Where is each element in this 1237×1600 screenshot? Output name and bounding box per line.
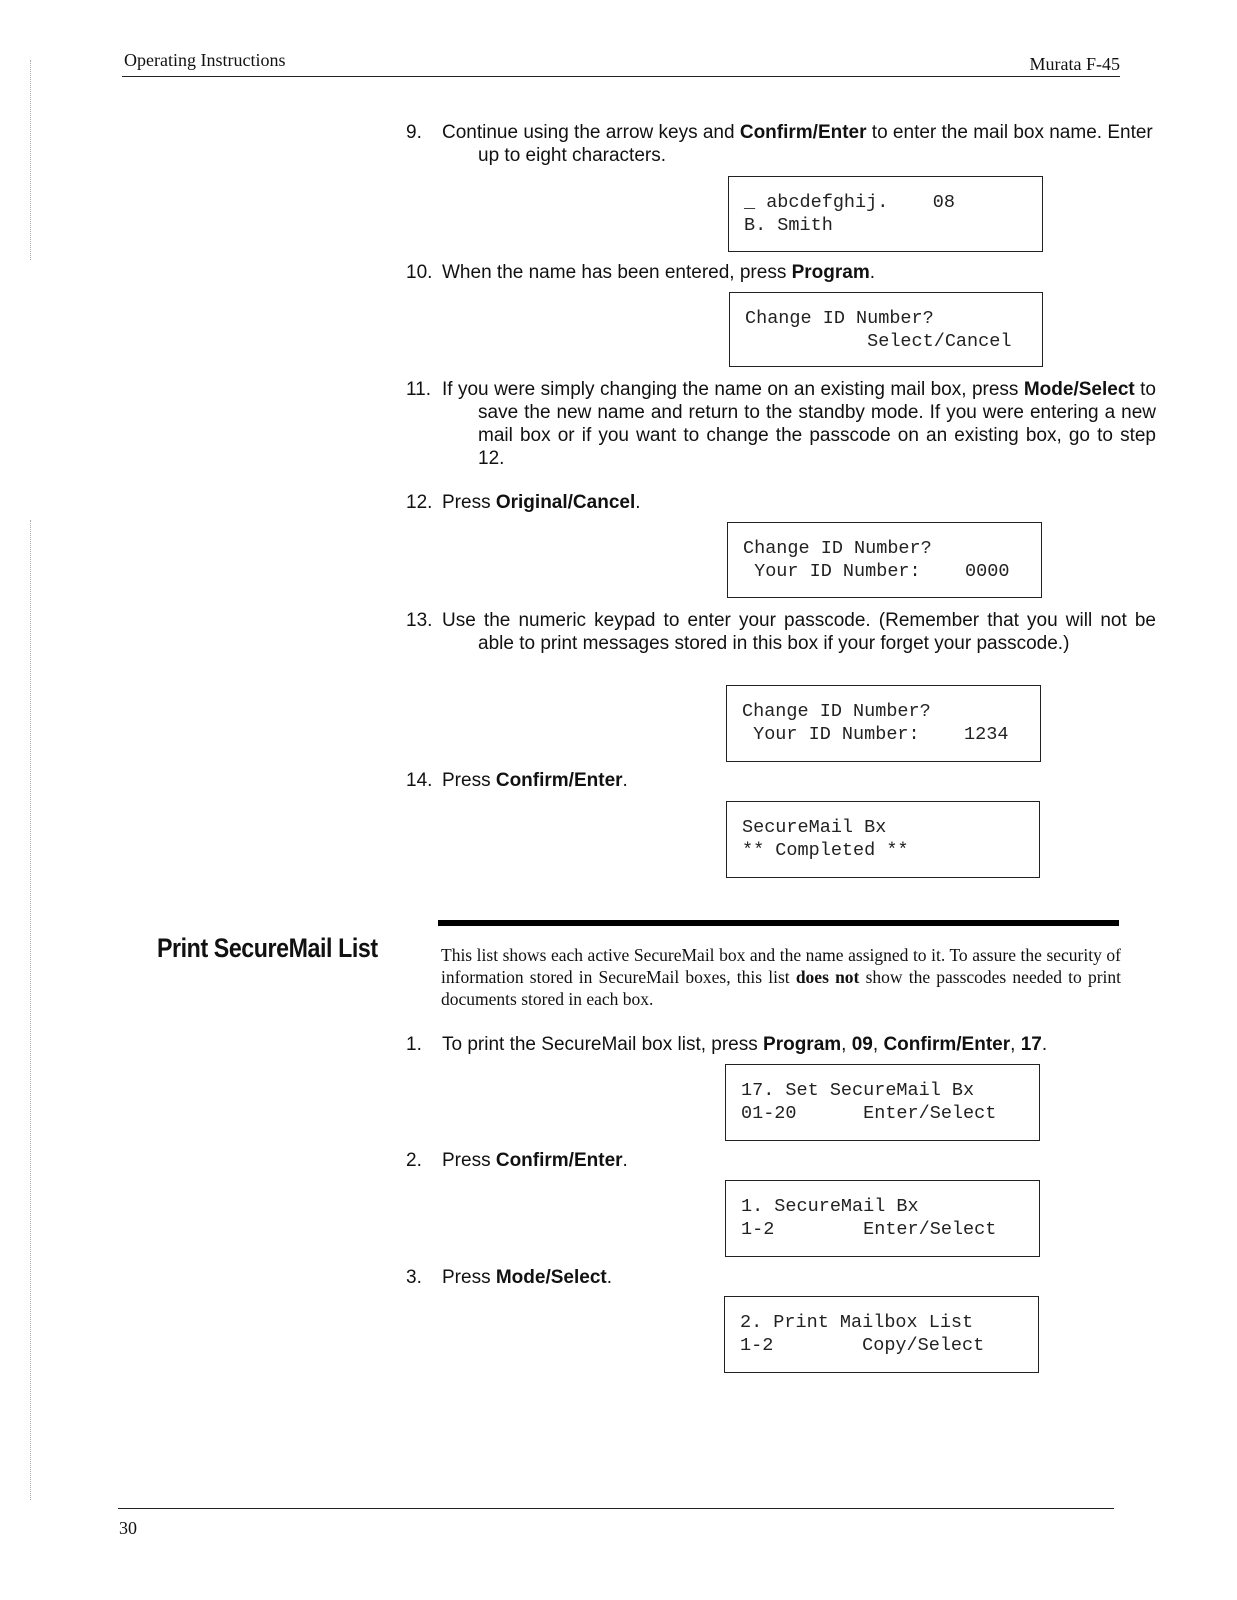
step-text: .: [606, 1267, 613, 1288]
key-name: Original/Cancel: [495, 492, 636, 513]
lcd-line2: 1-2 Copy/Select: [740, 1335, 985, 1356]
lcd-display-id-1234: [726, 685, 1041, 762]
lcd-line2: B. Smith: [744, 215, 833, 236]
lcd-line1: SecureMail Bx: [742, 817, 887, 838]
key-name: 09: [851, 1034, 873, 1055]
lcd-display-name-entry: [728, 176, 1043, 252]
lcd-line2: 01-20 Enter/Select: [741, 1103, 997, 1124]
step-13: 13.Use the numeric keypad to enter your passcode. (Remember that you will not be able to print messages stored in this box if your forget your passcode.): [406, 610, 1156, 654]
lcd-display-id-0000: [727, 522, 1042, 598]
section-intro: [441, 944, 1121, 1010]
step-text: .: [635, 492, 641, 513]
step-text: ,: [1010, 1034, 1021, 1055]
step-text: ,: [872, 1034, 884, 1055]
key-name: Confirm/Enter: [495, 1150, 623, 1171]
lcd-display-securemail-bx: [725, 1180, 1040, 1257]
step-text: Press: [442, 492, 496, 513]
step-text: .: [1041, 1034, 1048, 1055]
step-text: Use the numeric keypad to enter your passcode. (Remember that you will not be able to print messages stored in this box if your forget your passcode.): [442, 610, 1156, 654]
key-name: Confirm/Enter: [495, 770, 623, 791]
step-text: .: [622, 1150, 628, 1171]
key-name: Mode/Select: [495, 1267, 607, 1288]
lcd-line1: Change ID Number?: [745, 308, 934, 329]
list-step-1: 1.To print the SecureMail box list, press Program, 09, Confirm/Enter, 17.: [406, 1034, 1048, 1055]
key-name: Mode/Select: [1023, 379, 1135, 400]
section-title: Print SecureMail List: [157, 933, 378, 963]
lcd-display-print-mailbox-list: [724, 1296, 1039, 1373]
step-text: .: [622, 770, 628, 791]
key-name: does not: [795, 967, 860, 987]
header-rule: [122, 76, 1120, 77]
step-text: Continue using the arrow keys and: [442, 122, 740, 143]
lcd-line2: Select/Cancel: [745, 331, 1012, 352]
step-text: If you were simply changing the name on an existing mail box, press: [442, 379, 1024, 400]
step-text: Press: [442, 770, 496, 791]
step-text: ,: [841, 1034, 852, 1055]
lcd-line2: ** Completed **: [742, 840, 909, 861]
lcd-line1: 1. SecureMail Bx: [741, 1196, 919, 1217]
lcd-line1: _ abcdefghij. 08: [744, 192, 955, 213]
step-text: Press: [442, 1267, 496, 1288]
step-12: 12.Press Original/Cancel.: [406, 492, 641, 513]
lcd-line2: 1-2 Enter/Select: [741, 1219, 997, 1240]
footer-rule: [118, 1508, 1114, 1509]
running-header-left: Operating Instructions: [124, 50, 286, 70]
key-name: Confirm/Enter: [883, 1034, 1011, 1055]
lcd-line1: Change ID Number?: [742, 701, 931, 722]
lcd-line1: Change ID Number?: [743, 538, 932, 559]
key-name: Program: [791, 262, 870, 283]
running-header-right: Murata F-45: [1029, 54, 1120, 74]
step-text: This list shows each active SecureMail box and the name assigned to it. To assure the security of information stored in SecureMail boxes, this list: [441, 945, 1121, 987]
margin-mark: [30, 60, 31, 260]
step-text: show the passcodes needed to print documents stored in each box.: [441, 967, 1122, 1009]
list-step-2: 2.Press Confirm/Enter.: [406, 1150, 628, 1171]
step-text: Press: [442, 1150, 496, 1171]
margin-mark: [30, 520, 31, 1500]
step-text: .: [869, 262, 876, 283]
step-10: 10.When the name has been entered, press Program.: [406, 262, 876, 283]
lcd-line1: 2. Print Mailbox List: [740, 1312, 974, 1333]
key-name: 17: [1020, 1034, 1042, 1055]
lcd-line2: Your ID Number: 0000: [743, 561, 1010, 582]
list-step-3: 3.Press Mode/Select.: [406, 1267, 613, 1288]
lcd-line1: 17. Set SecureMail Bx: [741, 1080, 975, 1101]
step-14: 14.Press Confirm/Enter.: [406, 770, 628, 791]
lcd-line2: Your ID Number: 1234: [742, 724, 1009, 745]
step-text: to enter the mail box name. Enter up to eight characters.: [478, 122, 1153, 166]
lcd-display-set-securemail: [725, 1064, 1040, 1141]
key-name: Confirm/Enter: [739, 122, 867, 143]
page-number: 30: [119, 1518, 137, 1538]
step-9: 9.Continue using the arrow keys and Confirm/Enter to enter the mail box name. Enter up to eight characters.: [406, 122, 1153, 166]
step-text: to save the new name and return to the standby mode. If you were entering a new mail box or if you want to change the passcode on an existing box, go to step 12.: [478, 379, 1157, 469]
step-text: When the name has been entered, press: [442, 262, 792, 283]
lcd-display-completed: [726, 801, 1040, 878]
section-rule: [438, 920, 1119, 926]
key-name: Program: [763, 1034, 842, 1055]
lcd-display-change-id: [729, 292, 1043, 367]
step-text: To print the SecureMail box list, press: [442, 1034, 764, 1055]
step-11: 11.If you were simply changing the name on an existing mail box, press Mode/Select to save the new name and return to the standby mode. If you were entering a new mail box or if you want to change the passcode on an existing box, go to step 12.: [406, 379, 1157, 469]
